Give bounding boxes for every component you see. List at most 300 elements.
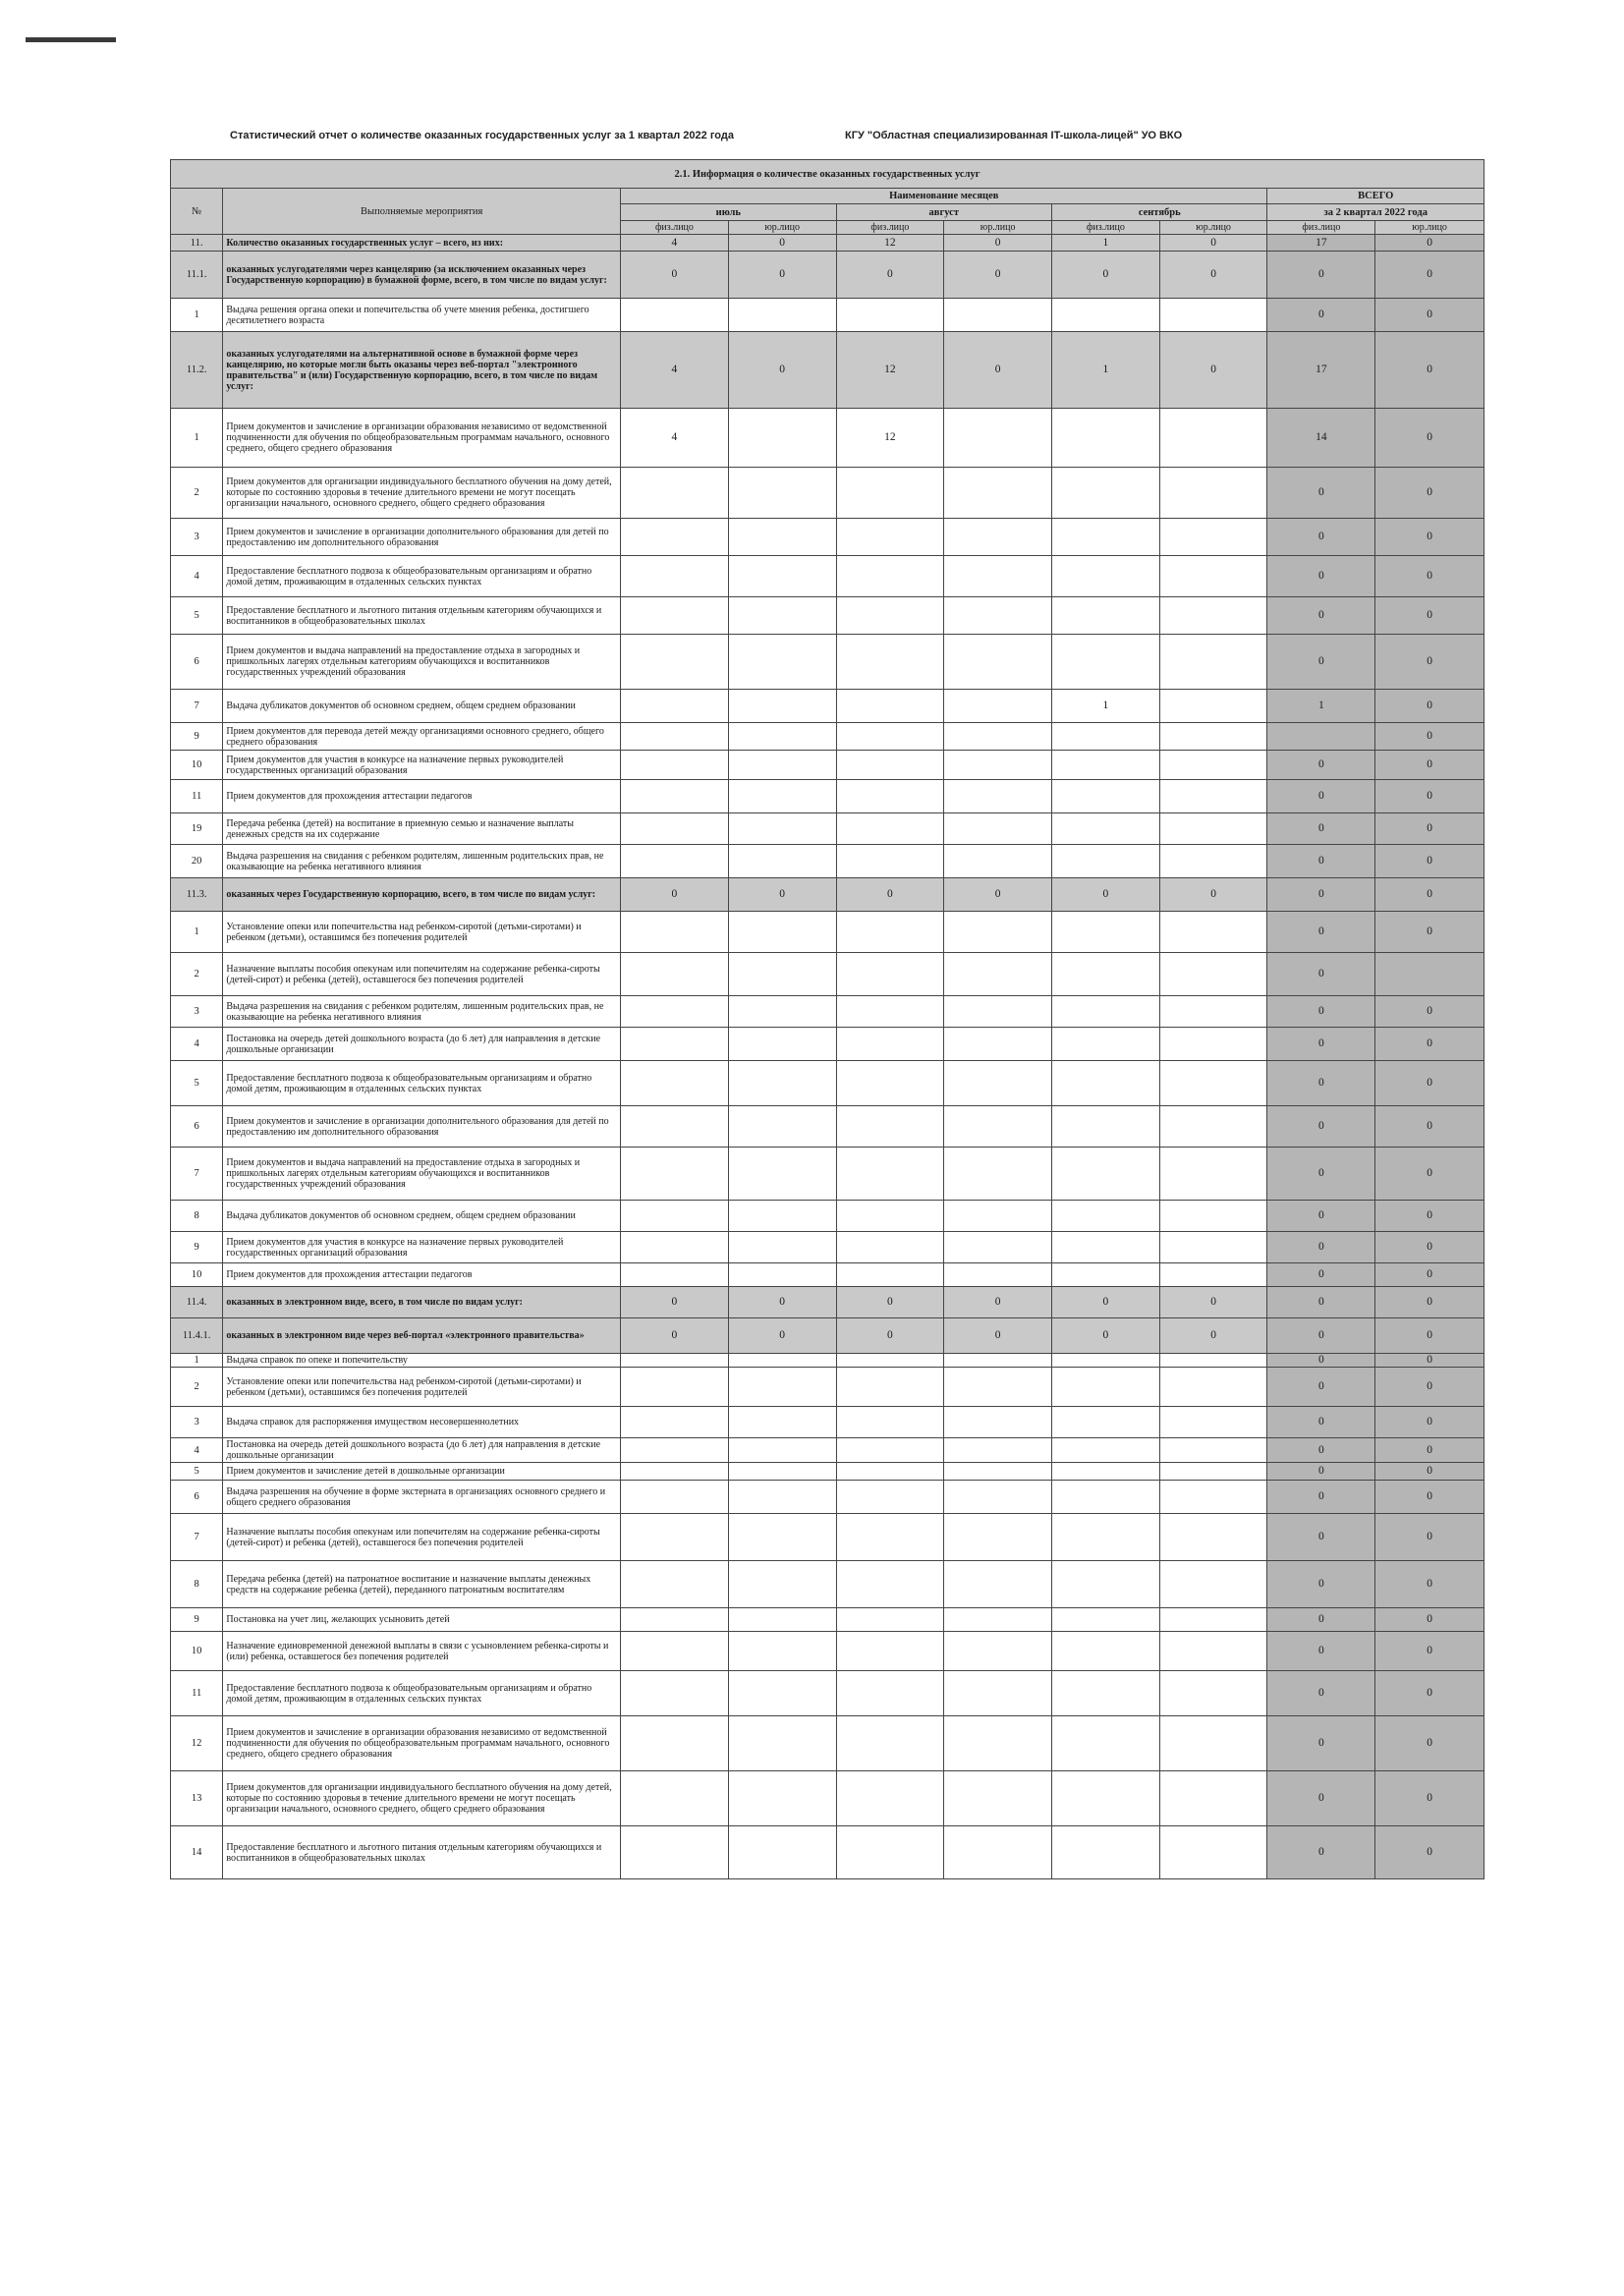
row-activity-text: Назначение выплаты пособия опекунам или попечителям на содержание ребенка-сироты (детей-сирот) и ребенка (детей), оставшегося без попечения родителей (223, 953, 621, 996)
month-value-cell (1052, 1407, 1160, 1438)
month-value-cell (728, 1463, 836, 1481)
month-value-cell (1159, 1671, 1267, 1716)
total-value-cell: 0 (1267, 468, 1375, 519)
month-value-cell (1052, 1106, 1160, 1148)
month-value-cell (836, 1438, 944, 1463)
month-value-cell: 0 (1159, 1287, 1267, 1318)
month-value-cell (621, 1028, 729, 1061)
row-number: 2 (171, 1368, 223, 1407)
total-value-cell: 0 (1375, 996, 1484, 1028)
month-value-cell (1052, 813, 1160, 845)
month-value-cell (1159, 1201, 1267, 1232)
month-value-cell (1052, 1826, 1160, 1879)
month-value-cell (836, 953, 944, 996)
month-value-cell: 4 (621, 332, 729, 409)
total-value-cell: 0 (1267, 1201, 1375, 1232)
month-value-cell (836, 299, 944, 332)
month-value-cell (836, 1232, 944, 1263)
table-row (171, 1716, 1484, 1771)
month-value-cell (1159, 1028, 1267, 1061)
month-value-cell (621, 813, 729, 845)
table-row (171, 953, 1484, 996)
month-value-cell (1159, 1368, 1267, 1407)
month-value-cell (621, 1263, 729, 1287)
row-activity-text: Прием документов и зачисление в организации дополнительного образования для детей по предоставлению им дополнительного образования (223, 519, 621, 556)
month-value-cell (944, 556, 1052, 597)
month-value-cell (728, 1481, 836, 1514)
month-value-cell (728, 996, 836, 1028)
table-row (171, 1368, 1484, 1407)
row-number: 2 (171, 953, 223, 996)
table-row (171, 1463, 1484, 1481)
table-row (171, 1263, 1484, 1287)
header-phys: физ.лицо (836, 221, 944, 235)
month-value-cell (944, 845, 1052, 878)
month-value-cell (621, 1716, 729, 1771)
month-value-cell (944, 1148, 1052, 1201)
month-value-cell (944, 1463, 1052, 1481)
total-value-cell: 0 (1375, 1263, 1484, 1287)
row-number: 7 (171, 1148, 223, 1201)
total-value-cell: 0 (1375, 1028, 1484, 1061)
total-value-cell: 0 (1375, 1407, 1484, 1438)
total-value-cell: 17 (1267, 235, 1375, 252)
month-value-cell (1052, 1148, 1160, 1201)
month-value-cell (1159, 1263, 1267, 1287)
row-number: 3 (171, 519, 223, 556)
month-value-cell (944, 996, 1052, 1028)
row-number: 11 (171, 780, 223, 813)
month-value-cell (1052, 635, 1160, 690)
month-value-cell (836, 1561, 944, 1608)
month-value-cell (728, 1263, 836, 1287)
table-row (171, 468, 1484, 519)
total-value-cell: 0 (1375, 1106, 1484, 1148)
month-value-cell (944, 1407, 1052, 1438)
total-value-cell: 0 (1267, 813, 1375, 845)
header-phys: физ.лицо (1267, 221, 1375, 235)
total-value-cell: 0 (1267, 845, 1375, 878)
month-value-cell (1159, 635, 1267, 690)
total-value-cell: 0 (1267, 1481, 1375, 1514)
row-number: 4 (171, 1438, 223, 1463)
month-value-cell: 0 (1052, 1318, 1160, 1354)
month-value-cell (1052, 1771, 1160, 1826)
month-value-cell (944, 1826, 1052, 1879)
total-value-cell: 0 (1267, 1148, 1375, 1201)
month-value-cell: 0 (836, 1287, 944, 1318)
month-value-cell (1052, 1354, 1160, 1368)
month-value-cell (944, 1368, 1052, 1407)
month-value-cell: 0 (621, 252, 729, 299)
month-value-cell (621, 953, 729, 996)
month-value-cell (1159, 1771, 1267, 1826)
month-value-cell: 0 (621, 1287, 729, 1318)
month-value-cell (1052, 953, 1160, 996)
month-value-cell (944, 597, 1052, 635)
month-value-cell: 0 (621, 1318, 729, 1354)
month-value-cell (1052, 1028, 1160, 1061)
month-value-cell (944, 635, 1052, 690)
month-value-cell (728, 1106, 836, 1148)
month-value-cell (1159, 751, 1267, 780)
month-value-cell (836, 1028, 944, 1061)
table-row (171, 912, 1484, 953)
month-value-cell (836, 912, 944, 953)
total-value-cell: 0 (1375, 235, 1484, 252)
month-value-cell: 0 (836, 1318, 944, 1354)
month-value-cell (621, 780, 729, 813)
row-number: 14 (171, 1826, 223, 1879)
month-value-cell: 0 (728, 1318, 836, 1354)
month-value-cell: 0 (728, 252, 836, 299)
total-value-cell: 0 (1267, 878, 1375, 912)
table-row (171, 1148, 1484, 1201)
month-value-cell (1052, 299, 1160, 332)
header-jur: юр.лицо (1159, 221, 1267, 235)
total-value-cell: 0 (1375, 556, 1484, 597)
total-value-cell: 0 (1375, 751, 1484, 780)
month-value-cell (621, 751, 729, 780)
month-value-cell (1159, 813, 1267, 845)
month-value-cell (728, 1716, 836, 1771)
row-activity-text: Прием документов и выдача направлений на предоставление отдыха в загородных и пришкольных лагерях отдельным категориям обучающихся и воспитанников государственных учреждений образования (223, 635, 621, 690)
month-value-cell (621, 1354, 729, 1368)
table-row (171, 1407, 1484, 1438)
month-value-cell (836, 468, 944, 519)
row-activity-text: Выдача справок по опеке и попечительству (223, 1354, 621, 1368)
table-row (171, 1608, 1484, 1632)
row-number: 11.2. (171, 332, 223, 409)
total-value-cell: 0 (1375, 1232, 1484, 1263)
month-value-cell (944, 1201, 1052, 1232)
table-row (171, 723, 1484, 751)
month-value-cell: 0 (1052, 1287, 1160, 1318)
month-value-cell (728, 409, 836, 468)
month-value-cell (944, 1632, 1052, 1671)
total-value-cell: 0 (1267, 519, 1375, 556)
row-activity-text: Прием документов для организации индивидуального бесплатного обучения на дому детей, которые по состоянию здоровья в течение длительного времени не могут посещать организации начального, основного среднего, общего среднего образования (223, 1771, 621, 1826)
month-value-cell (1159, 299, 1267, 332)
month-value-cell (728, 912, 836, 953)
table-row (171, 1826, 1484, 1879)
month-value-cell (1159, 1232, 1267, 1263)
month-value-cell (836, 1514, 944, 1561)
row-activity-text: Предоставление бесплатного подвоза к общеобразовательным организациям и обратно домой детям, проживающим в отдаленных сельских пунктах (223, 1671, 621, 1716)
month-value-cell (728, 597, 836, 635)
month-value-cell (1052, 1671, 1160, 1716)
month-value-cell (944, 1771, 1052, 1826)
total-value-cell: 0 (1267, 1028, 1375, 1061)
month-value-cell (944, 751, 1052, 780)
row-activity-text: Прием документов для участия в конкурсе на назначение первых руководителей государственных организаций образования (223, 751, 621, 780)
row-number: 5 (171, 1061, 223, 1106)
month-value-cell (621, 1438, 729, 1463)
month-value-cell (1159, 1106, 1267, 1148)
total-value-cell: 0 (1267, 299, 1375, 332)
month-value-cell (728, 1232, 836, 1263)
month-value-cell: 0 (1052, 252, 1160, 299)
total-value-cell: 0 (1375, 1771, 1484, 1826)
report-title: Статистический отчет о количестве оказанных государственных услуг за 1 квартал 2022 года (230, 130, 734, 141)
row-activity-text: Прием документов и зачисление детей в дошкольные организации (223, 1463, 621, 1481)
month-value-cell (836, 597, 944, 635)
row-activity-text: Прием документов и зачисление в организации образования независимо от ведомственной подчиненности для обучения по общеобразовательным программам начального, основного среднего, общего среднего образования (223, 1716, 621, 1771)
month-value-cell (728, 1771, 836, 1826)
row-activity-text: Установление опеки или попечительства над ребенком-сиротой (детьми-сиротами) и ребенком (детьми), оставшимся без попечения родителей (223, 1368, 621, 1407)
month-value-cell: 0 (944, 1287, 1052, 1318)
total-value-cell: 0 (1375, 1671, 1484, 1716)
table-row (171, 1514, 1484, 1561)
month-value-cell (836, 1771, 944, 1826)
total-value-cell: 0 (1375, 468, 1484, 519)
month-value-cell (621, 1148, 729, 1201)
month-value-cell (1159, 468, 1267, 519)
month-value-cell (836, 1061, 944, 1106)
total-value-cell: 0 (1267, 1287, 1375, 1318)
total-value-cell: 0 (1267, 1368, 1375, 1407)
month-value-cell (944, 953, 1052, 996)
row-activity-text: Прием документов и зачисление в организации дополнительного образования для детей по предоставлению им дополнительного образования (223, 1106, 621, 1148)
table-row (171, 1671, 1484, 1716)
month-value-cell (1159, 1438, 1267, 1463)
month-value-cell (621, 1463, 729, 1481)
month-value-cell (1052, 912, 1160, 953)
month-value-cell (1052, 409, 1160, 468)
row-activity-text: Постановка на очередь детей дошкольного возраста (до 6 лет) для направления в детские дошкольные организации (223, 1028, 621, 1061)
organization-name: КГУ "Областная специализированная IT-школа-лицей" УО ВКО (845, 130, 1183, 141)
month-value-cell (1159, 1716, 1267, 1771)
month-value-cell (944, 912, 1052, 953)
month-value-cell (1159, 845, 1267, 878)
month-value-cell (1052, 1463, 1160, 1481)
row-number: 8 (171, 1561, 223, 1608)
month-value-cell (1052, 1514, 1160, 1561)
month-value-cell (944, 1608, 1052, 1632)
month-value-cell (1159, 723, 1267, 751)
month-value-cell: 12 (836, 235, 944, 252)
row-activity-text: Установление опеки или попечительства над ребенком-сиротой (детьми-сиротами) и ребенком (детьми), оставшимся без попечения родителей (223, 912, 621, 953)
header-month-1: июль (621, 204, 836, 221)
total-value-cell: 0 (1267, 1826, 1375, 1879)
month-value-cell: 0 (728, 878, 836, 912)
month-value-cell (836, 1407, 944, 1438)
month-value-cell (1159, 1148, 1267, 1201)
month-value-cell (728, 813, 836, 845)
month-value-cell (728, 1407, 836, 1438)
row-number: 20 (171, 845, 223, 878)
month-value-cell: 0 (728, 235, 836, 252)
table-row (171, 1106, 1484, 1148)
month-value-cell (1052, 1632, 1160, 1671)
table-row (171, 845, 1484, 878)
row-activity-text: Назначение единовременной денежной выплаты в связи с усыновлением ребенка-сироты и (или) ребенка, оставшегося без попечения родителей (223, 1632, 621, 1671)
month-value-cell (1159, 996, 1267, 1028)
month-value-cell (728, 1671, 836, 1716)
month-value-cell: 0 (728, 1287, 836, 1318)
month-value-cell (1159, 519, 1267, 556)
row-number: 9 (171, 1232, 223, 1263)
month-value-cell (728, 751, 836, 780)
month-value-cell (836, 1148, 944, 1201)
row-activity-text: Выдача справок для распоряжения имуществом несовершеннолетних (223, 1407, 621, 1438)
month-value-cell (1159, 556, 1267, 597)
month-value-cell (621, 519, 729, 556)
header-jur: юр.лицо (1375, 221, 1484, 235)
row-number: 11.3. (171, 878, 223, 912)
month-value-cell (621, 1232, 729, 1263)
month-value-cell (621, 556, 729, 597)
month-value-cell (728, 1061, 836, 1106)
total-value-cell: 0 (1375, 1716, 1484, 1771)
total-value-cell: 0 (1375, 1438, 1484, 1463)
month-value-cell (944, 1438, 1052, 1463)
total-value-cell: 0 (1375, 813, 1484, 845)
row-number: 4 (171, 556, 223, 597)
total-value-cell: 0 (1267, 912, 1375, 953)
row-activity-text: Предоставление бесплатного подвоза к общеобразовательным организациям и обратно домой детям, проживающим в отдаленных сельских пунктах (223, 1061, 621, 1106)
row-number: 11. (171, 235, 223, 252)
month-value-cell (1159, 953, 1267, 996)
total-value-cell: 0 (1267, 1263, 1375, 1287)
month-value-cell (621, 1826, 729, 1879)
month-value-cell (728, 519, 836, 556)
month-value-cell (728, 1561, 836, 1608)
table-row (171, 1771, 1484, 1826)
month-value-cell (621, 1061, 729, 1106)
month-value-cell (944, 519, 1052, 556)
month-value-cell: 0 (944, 1318, 1052, 1354)
row-number: 7 (171, 690, 223, 723)
month-value-cell (1052, 1061, 1160, 1106)
table-row (171, 996, 1484, 1028)
row-number: 11 (171, 1671, 223, 1716)
row-number: 10 (171, 751, 223, 780)
total-value-cell: 0 (1375, 1826, 1484, 1879)
month-value-cell (728, 556, 836, 597)
header-activity: Выполняемые мероприятия (223, 189, 621, 235)
row-activity-text: оказанных услугодателями на альтернативной основе в бумажной форме через канцелярию, но которые могли быть оказаны через веб-портал "электронного правительства" и (или) Государственную корпорацию, всего, в том числе по видам услуг: (223, 332, 621, 409)
table-row (171, 1354, 1484, 1368)
row-number: 6 (171, 1481, 223, 1514)
total-value-cell: 0 (1267, 1632, 1375, 1671)
row-activity-text: Выдача дубликатов документов об основном среднем, общем среднем образовании (223, 690, 621, 723)
month-value-cell (944, 409, 1052, 468)
month-value-cell (728, 1028, 836, 1061)
row-number: 11.4. (171, 1287, 223, 1318)
month-value-cell (836, 690, 944, 723)
row-number: 1 (171, 299, 223, 332)
table-row (171, 597, 1484, 635)
row-number: 6 (171, 635, 223, 690)
month-value-cell (1052, 556, 1160, 597)
month-value-cell (944, 1232, 1052, 1263)
month-value-cell (1159, 1561, 1267, 1608)
total-value-cell: 0 (1375, 332, 1484, 409)
month-value-cell (1052, 1608, 1160, 1632)
total-value-cell: 0 (1267, 1514, 1375, 1561)
month-value-cell: 0 (944, 878, 1052, 912)
row-activity-text: оказанных в электронном виде через веб-портал «электронного правительства» (223, 1318, 621, 1354)
month-value-cell: 0 (836, 252, 944, 299)
month-value-cell (621, 597, 729, 635)
month-value-cell (1159, 1354, 1267, 1368)
table-caption: 2.1. Информация о количестве оказанных государственных услуг (171, 160, 1484, 189)
month-value-cell (836, 519, 944, 556)
month-value-cell (1052, 1561, 1160, 1608)
total-value-cell: 0 (1375, 1481, 1484, 1514)
month-value-cell (944, 299, 1052, 332)
total-value-cell: 0 (1267, 751, 1375, 780)
month-value-cell (1052, 1232, 1160, 1263)
table-row (171, 1632, 1484, 1671)
month-value-cell (1159, 597, 1267, 635)
row-number: 1 (171, 912, 223, 953)
month-value-cell (1052, 468, 1160, 519)
row-number: 11.4.1. (171, 1318, 223, 1354)
total-value-cell: 0 (1267, 1463, 1375, 1481)
month-value-cell (944, 780, 1052, 813)
total-value-cell: 0 (1267, 635, 1375, 690)
header-phys: физ.лицо (621, 221, 729, 235)
month-value-cell: 0 (1159, 332, 1267, 409)
total-value-cell: 0 (1375, 635, 1484, 690)
month-value-cell (1052, 1481, 1160, 1514)
month-value-cell: 0 (944, 235, 1052, 252)
total-value-cell: 0 (1375, 409, 1484, 468)
month-value-cell: 0 (728, 332, 836, 409)
month-value-cell (836, 556, 944, 597)
month-value-cell (836, 1354, 944, 1368)
month-value-cell (728, 690, 836, 723)
month-value-cell: 0 (1159, 252, 1267, 299)
month-value-cell: 1 (1052, 235, 1160, 252)
table-row (171, 780, 1484, 813)
month-value-cell (836, 1263, 944, 1287)
row-activity-text: Количество оказанных государственных услуг – всего, из них: (223, 235, 621, 252)
month-value-cell (944, 1106, 1052, 1148)
month-value-cell (944, 1061, 1052, 1106)
month-value-cell (1159, 1632, 1267, 1671)
month-value-cell (621, 1608, 729, 1632)
month-value-cell (836, 635, 944, 690)
month-value-cell (728, 723, 836, 751)
header-total-period: за 2 квартал 2022 года (1267, 204, 1484, 221)
month-value-cell (944, 690, 1052, 723)
month-value-cell (621, 468, 729, 519)
total-value-cell: 0 (1267, 953, 1375, 996)
month-value-cell (1052, 1263, 1160, 1287)
total-value-cell: 0 (1267, 252, 1375, 299)
month-value-cell (836, 1201, 944, 1232)
month-value-cell (621, 1561, 729, 1608)
row-number: 8 (171, 1201, 223, 1232)
row-number: 2 (171, 468, 223, 519)
month-value-cell: 1 (1052, 690, 1160, 723)
row-activity-text: оказанных в электронном виде, всего, в том числе по видам услуг: (223, 1287, 621, 1318)
table-row (171, 690, 1484, 723)
month-value-cell: 4 (621, 235, 729, 252)
month-value-cell (728, 1608, 836, 1632)
row-activity-text: Прием документов для перевода детей между организациями основного среднего, общего среднего образования (223, 723, 621, 751)
month-value-cell: 0 (1159, 1318, 1267, 1354)
row-number: 9 (171, 1608, 223, 1632)
total-value-cell: 0 (1375, 690, 1484, 723)
month-value-cell (621, 690, 729, 723)
month-value-cell: 1 (1052, 332, 1160, 409)
month-value-cell (621, 1481, 729, 1514)
row-number: 10 (171, 1263, 223, 1287)
